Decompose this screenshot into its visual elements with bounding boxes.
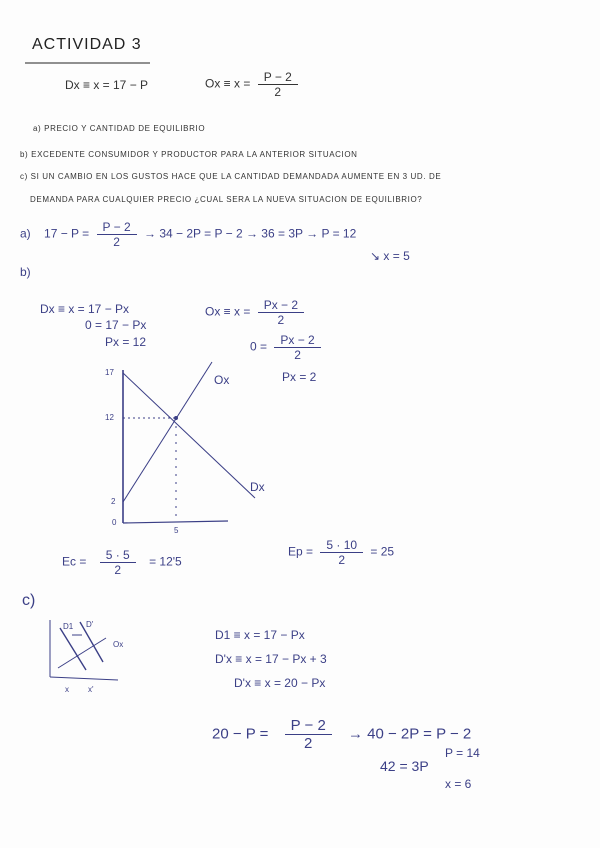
- answer-b-label: b): [20, 265, 31, 279]
- answer-a-den: 2: [113, 235, 120, 249]
- graph-tick-12: 12: [105, 413, 114, 422]
- small-graph-x1: x: [65, 685, 69, 694]
- demand-line: [123, 373, 255, 498]
- c-eq-den: 2: [304, 735, 313, 752]
- b-supply-2-num: Px − 2: [274, 333, 320, 348]
- c-eq-num: P − 2: [285, 717, 332, 735]
- graph-demand-label: Dx: [250, 480, 265, 494]
- equilibrium-point: [175, 417, 178, 420]
- ep-den: 2: [338, 553, 346, 567]
- small-graph-o: Ox: [113, 640, 124, 649]
- given-demand: Dx ≡ x = 17 − P: [65, 78, 149, 92]
- answer-a-rest: → 34 − 2P = P − 2 → 36 = 3P → P = 12: [144, 226, 357, 241]
- question-a: a) PRECIO Y CANTIDAD DE EQUILIBRIO: [33, 124, 206, 133]
- c-eq-rest: → 40 − 2P = P − 2: [347, 725, 472, 743]
- c-quantity: x = 6: [445, 777, 472, 791]
- graph-tick-2: 2: [111, 497, 116, 506]
- ep-result: = 25: [370, 544, 395, 559]
- graph-tick-17: 17: [105, 368, 114, 377]
- ec-result: = 12'5: [149, 554, 182, 569]
- small-graph-d-prime: D': [86, 620, 94, 629]
- b-supply-1-lhs: Ox ≡ x =: [205, 304, 251, 319]
- question-b: b) EXCEDENTE CONSUMIDOR Y PRODUCTOR PARA LA ANTERIOR SITUACION: [20, 150, 358, 159]
- b-supply-2-den: 2: [294, 348, 301, 362]
- c-line-3: D'x ≡ x = 20 − Px: [234, 676, 326, 690]
- demand-d1: [60, 628, 86, 670]
- shift-graph: [50, 620, 118, 680]
- supply-line: [123, 362, 212, 502]
- supply-lhs: Ox ≡ x =: [205, 76, 251, 91]
- b-demand-3: Px = 12: [105, 335, 147, 349]
- b-supply-2-lhs: 0 =: [250, 339, 268, 354]
- b-demand-1: Dx ≡ x = 17 − Px: [40, 302, 130, 316]
- ep-num: 5 · 10: [320, 538, 363, 553]
- small-graph-x2: x': [88, 685, 94, 694]
- answer-a-x: ↘ x = 5: [370, 249, 410, 263]
- b-supply-1-den: 2: [277, 313, 285, 327]
- consumer-surplus: [62, 548, 182, 577]
- answer-a-label: a): [20, 226, 31, 241]
- producer-surplus: [288, 538, 394, 567]
- question-c-cont: DEMANDA PARA CUALQUIER PRECIO ¿CUAL SERA LA NUEVA SITUACION DE EQUILIBRIO?: [30, 195, 423, 204]
- x-axis: [123, 521, 228, 523]
- b-supply-3: Px = 2: [282, 370, 317, 384]
- small-x-axis: [50, 677, 118, 680]
- page-title: ACTIVIDAD 3: [32, 36, 142, 53]
- b-supply-2: [250, 333, 325, 362]
- ec-den: 2: [114, 563, 122, 577]
- graph-supply-label: Ox: [214, 373, 230, 387]
- question-c: c) SI UN CAMBIO EN LOS GUSTOS HACE QUE LA CANTIDAD DEMANDADA AUMENTE EN 3 UD. DE: [20, 172, 442, 181]
- answer-a-lhs: 17 − P =: [44, 226, 90, 241]
- b-demand-2: 0 = 17 − Px: [85, 318, 147, 332]
- b-supply-1-num: Px − 2: [258, 298, 304, 313]
- ep-lhs: Ep =: [288, 544, 314, 559]
- answer-a-num: P − 2: [97, 220, 137, 235]
- ec-num: 5 · 5: [100, 548, 136, 563]
- c-line-2: D'x ≡ x = 17 − Px + 3: [215, 652, 327, 666]
- c-line-1: D1 ≡ x = 17 − Px: [215, 628, 305, 642]
- c-price: P = 14: [445, 746, 480, 760]
- c-equation: [212, 717, 471, 752]
- equilibrium-graph: [123, 362, 255, 523]
- small-graph-d1: D1: [63, 622, 74, 631]
- ec-lhs: Ec =: [62, 554, 87, 569]
- supply-num: P − 2: [258, 70, 298, 85]
- c-result: 42 = 3P: [380, 758, 429, 774]
- graph-origin: 0: [112, 518, 117, 527]
- supply-den: 2: [274, 85, 282, 99]
- c-eq-lhs: 20 − P =: [212, 725, 269, 743]
- graph-tick-5: 5: [174, 526, 179, 535]
- answer-a: [20, 220, 356, 249]
- b-supply-1: [205, 298, 308, 327]
- answer-c-label: c): [22, 592, 36, 609]
- given-supply: [205, 70, 302, 99]
